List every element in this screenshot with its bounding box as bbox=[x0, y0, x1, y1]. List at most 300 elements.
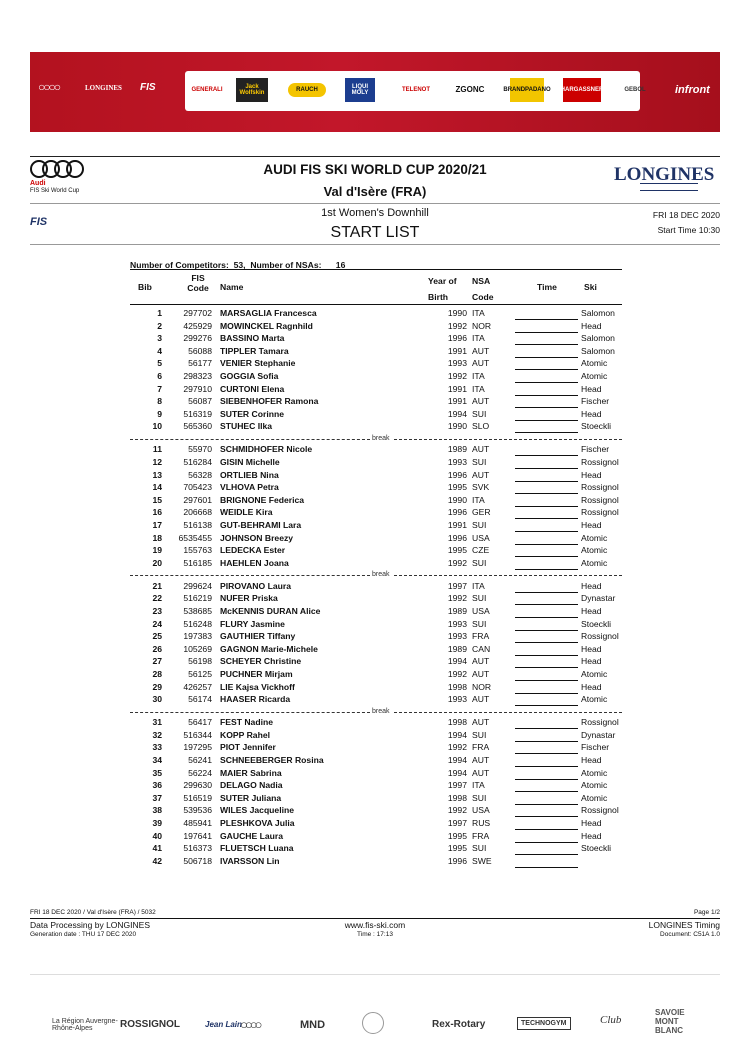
fis-code: 297702 bbox=[183, 308, 212, 318]
fis-code: 516219 bbox=[183, 593, 212, 604]
table-row bbox=[130, 358, 622, 371]
ski-brand: Head bbox=[581, 408, 602, 419]
bib: 3 bbox=[157, 333, 162, 344]
time-field bbox=[515, 333, 578, 345]
ski-brand: Atomic bbox=[581, 780, 608, 791]
year-of-birth: 1991 bbox=[447, 520, 467, 530]
bottom-sponsor-line bbox=[30, 974, 720, 975]
time-field bbox=[515, 421, 578, 433]
year-of-birth: 1992 bbox=[447, 371, 467, 381]
bib: 4 bbox=[157, 345, 162, 356]
bib: 9 bbox=[157, 408, 162, 419]
fis-code: 56125 bbox=[188, 669, 212, 679]
ski-brand: Head bbox=[581, 520, 602, 530]
time-field bbox=[515, 384, 578, 396]
nsa-code: ITA bbox=[472, 780, 485, 791]
fis-code: 425929 bbox=[183, 320, 212, 331]
bib: 11 bbox=[152, 444, 162, 455]
longines-wings-icon bbox=[640, 183, 698, 191]
col-fis-code bbox=[178, 273, 218, 293]
bib: 31 bbox=[152, 717, 162, 728]
table-row bbox=[130, 581, 622, 594]
fis-code: 105269 bbox=[183, 643, 212, 654]
competitor-name: GUT-BEHRAMI Lara bbox=[220, 520, 302, 530]
bib: 24 bbox=[152, 618, 162, 629]
break-line bbox=[130, 439, 370, 440]
bib: 34 bbox=[152, 755, 162, 765]
footer-page: Page 1/2 bbox=[693, 909, 720, 916]
year-of-birth: 1992 bbox=[447, 557, 467, 568]
bib: 20 bbox=[152, 557, 162, 568]
table-row bbox=[130, 321, 622, 334]
fis-code: 426257 bbox=[183, 681, 212, 692]
competitor-name: MARSAGLIA Francesca bbox=[220, 308, 317, 318]
break-separator bbox=[130, 571, 622, 580]
bib: 29 bbox=[152, 681, 162, 692]
fis-code: 56224 bbox=[188, 767, 212, 778]
fis-code: 516138 bbox=[183, 520, 212, 530]
bib: 36 bbox=[152, 780, 162, 791]
nsa-code: AUT bbox=[472, 396, 490, 407]
bib: 37 bbox=[152, 792, 162, 803]
nsa-code: ITA bbox=[472, 494, 485, 505]
time-field bbox=[515, 755, 578, 767]
competitor-name: STUHEC Ilka bbox=[220, 421, 273, 432]
year-of-birth: 1996 bbox=[447, 469, 467, 480]
ski-brand: Fischer bbox=[581, 444, 610, 455]
competitor-name: SUTER Juliana bbox=[220, 792, 282, 803]
ski-brand: Atomic bbox=[581, 792, 608, 803]
table-row bbox=[130, 619, 622, 632]
sponsor-la-region: La Région Auvergne-Rhône-Alpes bbox=[52, 1018, 118, 1032]
ski-brand: Head bbox=[581, 469, 602, 480]
table-row bbox=[130, 384, 622, 397]
bib: 39 bbox=[152, 818, 162, 828]
time-field bbox=[515, 409, 578, 421]
ski-brand: Atomic bbox=[581, 694, 608, 705]
fis-code: 485941 bbox=[183, 818, 212, 828]
time-field bbox=[515, 606, 578, 618]
nsa-code: CZE bbox=[472, 545, 490, 556]
sponsor-rauch: RAUCH bbox=[288, 83, 326, 97]
fis-code: 539536 bbox=[183, 805, 212, 816]
bib: 28 bbox=[152, 669, 162, 679]
time-field bbox=[515, 856, 578, 868]
table-row bbox=[130, 755, 622, 768]
ski-brand: Head bbox=[581, 830, 602, 841]
sponsor-hargassner: HARGASSNER bbox=[563, 78, 601, 102]
fis-code: 705423 bbox=[183, 482, 212, 493]
year-of-birth: 1993 bbox=[447, 631, 467, 642]
bib: 30 bbox=[152, 694, 162, 705]
ski-brand: Dynastar bbox=[581, 729, 616, 740]
ski-brand: Rossignol bbox=[581, 507, 619, 518]
col-nsa-label: NSA bbox=[472, 276, 491, 286]
fis-code: 197295 bbox=[183, 742, 212, 753]
competitor-name: NUFER Priska bbox=[220, 593, 278, 604]
ski-brand: Head bbox=[581, 606, 602, 616]
nsa-code: AUT bbox=[472, 358, 490, 369]
fis-code: 206668 bbox=[183, 507, 212, 518]
table-row bbox=[130, 793, 622, 806]
bib: 32 bbox=[152, 729, 162, 740]
sponsor-generali: GENERALI bbox=[191, 87, 223, 93]
audi-label: Audi bbox=[30, 180, 46, 187]
col-time: Time bbox=[537, 282, 557, 292]
banner-longines-logo: LONGINES bbox=[85, 84, 122, 92]
fis-code: 56088 bbox=[188, 345, 212, 356]
sponsor-jean-lain: Jean Lain bbox=[205, 1020, 242, 1029]
time-field bbox=[515, 358, 578, 370]
year-of-birth: 1991 bbox=[447, 383, 467, 394]
competitor-name: VLHOVA Petra bbox=[220, 482, 279, 493]
fis-code: 565360 bbox=[183, 421, 212, 432]
time-field bbox=[515, 717, 578, 729]
bib: 40 bbox=[152, 830, 162, 841]
nsa-code: AUT bbox=[472, 669, 490, 679]
footer-document: Document: C51A 1.0 bbox=[660, 931, 720, 938]
competitor-name: PIROVANO Laura bbox=[220, 580, 291, 591]
competitor-name: FLURY Jasmine bbox=[220, 618, 285, 629]
competitor-name: ORTLIEB Nina bbox=[220, 469, 279, 480]
table-row bbox=[130, 682, 622, 695]
year-of-birth: 1997 bbox=[447, 780, 467, 791]
bib: 41 bbox=[152, 843, 162, 854]
table-row bbox=[130, 409, 622, 422]
nsa-code: AUT bbox=[472, 767, 490, 778]
ski-brand: Salomon bbox=[581, 333, 615, 344]
longines-logo: LONGINES bbox=[614, 164, 715, 185]
time-field bbox=[515, 742, 578, 754]
competitor-name: McKENNIS DURAN Alice bbox=[220, 606, 321, 616]
header-top-line bbox=[30, 156, 720, 157]
year-of-birth: 1995 bbox=[447, 545, 467, 556]
nsa-code: USA bbox=[472, 606, 490, 616]
year-of-birth: 1995 bbox=[447, 482, 467, 493]
ski-brand: Atomic bbox=[581, 371, 608, 381]
fis-code: 56177 bbox=[188, 358, 212, 369]
table-row bbox=[130, 694, 622, 707]
competitor-name: DELAGO Nadia bbox=[220, 780, 283, 791]
fis-logo: FIS bbox=[30, 216, 48, 228]
sponsor-zgonc: ZGONC bbox=[455, 85, 485, 94]
time-field bbox=[515, 768, 578, 780]
year-of-birth: 1994 bbox=[447, 767, 467, 778]
ski-brand: Fischer bbox=[581, 742, 610, 753]
nsa-code: AUT bbox=[472, 469, 490, 480]
nsa-code: SWE bbox=[472, 855, 492, 866]
competitor-name: JOHNSON Breezy bbox=[220, 532, 294, 543]
competitor-name: SCHEYER Christine bbox=[220, 656, 302, 667]
year-of-birth: 1993 bbox=[447, 694, 467, 705]
bib: 21 bbox=[152, 580, 162, 591]
table-row bbox=[130, 558, 622, 571]
nsa-code: FRA bbox=[472, 830, 490, 841]
break-line bbox=[394, 439, 622, 440]
table-row bbox=[130, 421, 622, 434]
year-of-birth: 1993 bbox=[447, 618, 467, 629]
table-row bbox=[130, 593, 622, 606]
time-field bbox=[515, 371, 578, 383]
bib: 35 bbox=[152, 767, 162, 778]
audi-logo: ○○○○ bbox=[38, 80, 59, 94]
fis-code: 516319 bbox=[183, 408, 212, 419]
nsa-code: FRA bbox=[472, 742, 490, 753]
fis-code: 538685 bbox=[183, 606, 212, 616]
fis-code: 297601 bbox=[183, 494, 212, 505]
competitor-name: WILES Jacqueline bbox=[220, 805, 295, 816]
ski-brand: Head bbox=[581, 818, 602, 828]
year-of-birth: 1997 bbox=[447, 818, 467, 828]
infront-logo: infront bbox=[675, 84, 710, 96]
competitor-name: FEST Nadine bbox=[220, 717, 274, 728]
table-row bbox=[130, 768, 622, 781]
nsa-code: SUI bbox=[472, 618, 487, 629]
table-row bbox=[130, 644, 622, 657]
table-row bbox=[130, 730, 622, 743]
nsa-code: NOR bbox=[472, 681, 492, 692]
year-of-birth: 1992 bbox=[447, 742, 467, 753]
nsa-code: AUT bbox=[472, 444, 490, 455]
fis-code: 6535455 bbox=[178, 532, 212, 543]
table-row bbox=[130, 831, 622, 844]
year-of-birth: 1993 bbox=[447, 358, 467, 369]
year-of-birth: 1989 bbox=[447, 606, 467, 616]
table-row bbox=[130, 780, 622, 793]
bib: 8 bbox=[157, 396, 162, 407]
col-birth-label: Birth bbox=[428, 292, 449, 302]
fis-code: 56417 bbox=[188, 717, 212, 728]
bib: 25 bbox=[152, 631, 162, 642]
nsa-code: CAN bbox=[472, 643, 491, 654]
time-field bbox=[515, 793, 578, 805]
competitor-name: HAEHLEN Joana bbox=[220, 557, 289, 568]
competitor-name: HAASER Ricarda bbox=[220, 694, 291, 705]
fis-code: 56087 bbox=[188, 396, 212, 407]
ski-brand: Head bbox=[581, 320, 602, 331]
ski-brand: Rossignol bbox=[581, 631, 619, 642]
table-row bbox=[130, 444, 622, 457]
table-row bbox=[130, 371, 622, 384]
nsa-code: SLO bbox=[472, 421, 490, 432]
time-field bbox=[515, 644, 578, 656]
ski-brand: Rossignol bbox=[581, 494, 619, 505]
audi-sub-label: FIS Ski World Cup bbox=[30, 188, 80, 194]
time-field bbox=[515, 396, 578, 408]
bib: 38 bbox=[152, 805, 162, 816]
year-of-birth: 1995 bbox=[447, 843, 467, 854]
time-field bbox=[515, 581, 578, 593]
time-field bbox=[515, 533, 578, 545]
year-of-birth: 1996 bbox=[447, 855, 467, 866]
ski-brand: Rossignol bbox=[581, 457, 619, 467]
year-of-birth: 1996 bbox=[447, 532, 467, 543]
nsa-code: SUI bbox=[472, 843, 487, 854]
col-ski: Ski bbox=[584, 282, 597, 292]
ski-brand: Rossignol bbox=[581, 482, 619, 493]
sponsor-brandpadano: BRANDPADANO bbox=[510, 78, 544, 102]
competitor-name: BASSINO Marta bbox=[220, 333, 285, 344]
ski-brand: Head bbox=[581, 383, 602, 394]
sponsor-gebol: GEBOL bbox=[624, 87, 646, 93]
table-row bbox=[130, 346, 622, 359]
header-mid-line bbox=[30, 203, 720, 204]
time-field bbox=[515, 520, 578, 532]
competitor-name: GOGGIA Sofia bbox=[220, 371, 279, 381]
event-location: Val d'Isère (FRA) bbox=[323, 184, 427, 199]
nsa-code: ITA bbox=[472, 383, 485, 394]
fis-code: 298323 bbox=[183, 371, 212, 381]
race-date: FRI 18 DEC 2020 bbox=[652, 210, 720, 220]
competitor-name: FLUETSCH Luana bbox=[220, 843, 294, 854]
nsa-code: GER bbox=[472, 507, 491, 518]
nsa-code: ITA bbox=[472, 371, 485, 381]
time-field bbox=[515, 669, 578, 681]
bib: 17 bbox=[152, 520, 162, 530]
nsa-code: SVK bbox=[472, 482, 490, 493]
col-year-of-birth bbox=[428, 273, 457, 305]
header-bottom-line bbox=[30, 244, 720, 245]
nsa-code: NOR bbox=[472, 320, 492, 331]
ski-brand: Salomon bbox=[581, 308, 615, 318]
bib: 27 bbox=[152, 656, 162, 667]
bib: 13 bbox=[152, 469, 162, 480]
fis-code: 516284 bbox=[183, 457, 212, 467]
bib: 12 bbox=[152, 457, 162, 467]
nsa-code: AUT bbox=[472, 345, 490, 356]
competitor-name: VENIER Stephanie bbox=[220, 358, 296, 369]
year-of-birth: 1994 bbox=[447, 408, 467, 419]
time-field bbox=[515, 593, 578, 605]
competitor-name: GAUTHIER Tiffany bbox=[220, 631, 296, 642]
ski-brand: Atomic bbox=[581, 545, 608, 556]
col-nsa-code bbox=[472, 273, 493, 305]
time-field bbox=[515, 308, 578, 320]
sponsor-banner bbox=[30, 52, 720, 132]
nsa-code: USA bbox=[472, 532, 490, 543]
year-of-birth: 1996 bbox=[447, 333, 467, 344]
ski-brand: Atomic bbox=[581, 767, 608, 778]
year-of-birth: 1990 bbox=[447, 308, 467, 318]
competitor-name: LIE Kajsa Vickhoff bbox=[220, 681, 295, 692]
break-line bbox=[394, 575, 622, 576]
fis-code: 197641 bbox=[183, 830, 212, 841]
bib: 23 bbox=[152, 606, 162, 616]
fis-code: 299276 bbox=[183, 333, 212, 344]
nsa-code: AUT bbox=[472, 656, 490, 667]
sponsor-technogym: TECHNOGYM bbox=[517, 1017, 571, 1030]
sponsor-mnd: MND bbox=[300, 1019, 326, 1031]
sponsor-rossignol: ROSSIGNOL bbox=[120, 1019, 181, 1030]
year-of-birth: 1992 bbox=[447, 805, 467, 816]
fis-code: 516248 bbox=[183, 618, 212, 629]
col-fis-label: FIS bbox=[191, 273, 205, 283]
table-row bbox=[130, 545, 622, 558]
race-name: 1st Women's Downhill bbox=[321, 207, 429, 219]
year-of-birth: 1991 bbox=[447, 396, 467, 407]
col-nsa-code-label: Code bbox=[472, 292, 494, 302]
fis-code: 516344 bbox=[183, 729, 212, 740]
nsa-code: USA bbox=[472, 805, 490, 816]
time-field bbox=[515, 346, 578, 358]
year-of-birth: 1998 bbox=[447, 792, 467, 803]
bib: 10 bbox=[152, 421, 162, 432]
fis-code: 55970 bbox=[188, 444, 212, 455]
ski-brand: Head bbox=[581, 656, 602, 667]
nsa-code: FRA bbox=[472, 631, 490, 642]
bib: 6 bbox=[157, 371, 162, 381]
competitor-name: PIOT Jennifer bbox=[220, 742, 276, 753]
competitor-name: PLESHKOVA Julia bbox=[220, 818, 295, 828]
footer-data-processing: Data Processing by LONGINES bbox=[30, 920, 150, 930]
sponsor-liqui-moly: LIQUI MOLY bbox=[345, 78, 375, 102]
ski-brand: Dynastar bbox=[581, 593, 616, 604]
fis-code: 516185 bbox=[183, 557, 212, 568]
competitor-name: GISIN Michelle bbox=[220, 457, 280, 467]
time-field bbox=[515, 631, 578, 643]
footer-line bbox=[30, 918, 720, 919]
time-field bbox=[515, 730, 578, 742]
competitor-name: GAUCHE Laura bbox=[220, 830, 284, 841]
year-of-birth: 1990 bbox=[447, 421, 467, 432]
year-of-birth: 1991 bbox=[447, 345, 467, 356]
sponsor-audi-rings: ○○○○ bbox=[240, 1017, 260, 1032]
fis-code: 155763 bbox=[183, 545, 212, 556]
bib: 5 bbox=[157, 358, 162, 369]
col-bib: Bib bbox=[138, 282, 152, 292]
competitor-name: CURTONI Elena bbox=[220, 383, 285, 394]
year-of-birth: 1998 bbox=[447, 717, 467, 728]
ski-brand: Stoeckli bbox=[581, 618, 612, 629]
break-line bbox=[130, 575, 370, 576]
ski-brand: Atomic bbox=[581, 557, 608, 568]
table-row bbox=[130, 533, 622, 546]
table-row bbox=[130, 495, 622, 508]
break-label: break bbox=[372, 435, 390, 442]
competitor-name: MAIER Sabrina bbox=[220, 767, 282, 778]
nsa-code: SUI bbox=[472, 593, 487, 604]
table-row bbox=[130, 805, 622, 818]
table-row bbox=[130, 656, 622, 669]
table-row bbox=[130, 742, 622, 755]
competitor-name: KOPP Rahel bbox=[220, 729, 270, 740]
year-of-birth: 1997 bbox=[447, 580, 467, 591]
year-of-birth: 1994 bbox=[447, 656, 467, 667]
time-field bbox=[515, 507, 578, 519]
ski-brand: Atomic bbox=[581, 532, 608, 543]
column-headers bbox=[130, 269, 622, 305]
table-row bbox=[130, 631, 622, 644]
nsa-code: ITA bbox=[472, 333, 485, 344]
sponsor-telenot: TELENOT bbox=[402, 87, 430, 93]
year-of-birth: 1996 bbox=[447, 507, 467, 518]
footer-time: Time : 17:13 bbox=[357, 931, 393, 938]
time-field bbox=[515, 694, 578, 706]
break-separator bbox=[130, 708, 622, 717]
table-row bbox=[130, 470, 622, 483]
nsa-code: AUT bbox=[472, 755, 490, 765]
year-of-birth: 1995 bbox=[447, 830, 467, 841]
ski-brand: Stoeckli bbox=[581, 843, 612, 854]
nsa-code: AUT bbox=[472, 717, 490, 728]
table-row bbox=[130, 717, 622, 730]
sponsor-club: Club bbox=[600, 1014, 622, 1026]
competitor-name: SCHNEEBERGER Rosina bbox=[220, 755, 324, 765]
table-row bbox=[130, 482, 622, 495]
competitor-name: TIPPLER Tamara bbox=[220, 345, 289, 356]
year-of-birth: 1990 bbox=[447, 494, 467, 505]
fis-code: 299630 bbox=[183, 780, 212, 791]
